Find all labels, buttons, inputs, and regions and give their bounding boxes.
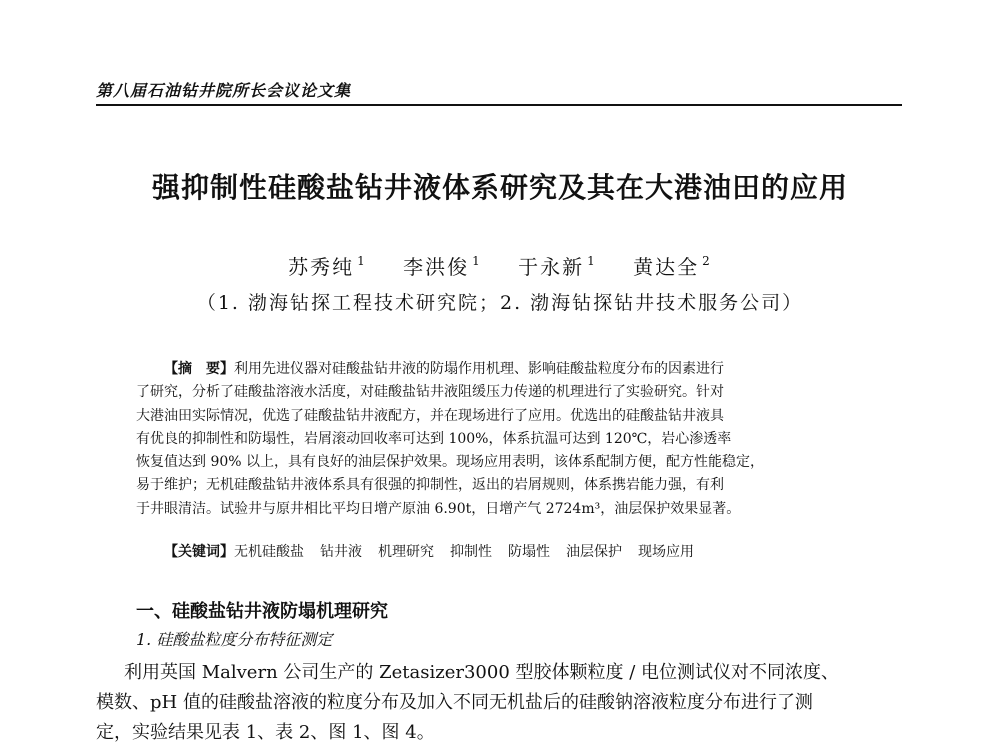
keyword: 防塌性	[508, 544, 550, 560]
section-heading: 一、硅酸盐钻井液防塌机理研究	[136, 601, 388, 622]
keyword: 无机硅酸盐	[234, 544, 304, 560]
author: 苏秀纯 $^1$	[288, 254, 367, 279]
keyword: 抑制性	[450, 544, 492, 560]
abstract-line: 恢复值达到 90% 以上，具有良好的油层保护效果。现场应用表明，该体系配制方便，配方性能稳定，	[136, 454, 765, 471]
body-line: 定，实验结果见表 1、表 2、图 1、图 4。	[96, 722, 435, 743]
author-affiliation-mark: 1	[357, 254, 367, 268]
author: 黄达全 $^2$	[633, 254, 712, 279]
author-affiliation-mark: 1	[587, 254, 597, 268]
body-line: 利用英国 Malvern 公司生产的 Zetasizer3000 型胶体颗粒度 / 电位测试仪对不同浓度、	[124, 662, 839, 683]
body-line: 模数、pH 值的硅酸盐溶液的粒度分布及加入不同无机盐后的硅酸钠溶液粒度分布进行了测	[96, 692, 813, 713]
subsection-heading: 1. 硅酸盐粒度分布特征测定	[136, 630, 333, 649]
paper-title: 强抑制性硅酸盐钻井液体系研究及其在大港油田的应用	[151, 171, 848, 204]
abstract-line: 了研究，分析了硅酸盐溶液水活度，对硅酸盐钻井液阻缓压力传递的机理进行了实验研究。针对	[136, 384, 724, 401]
abstract-label: 【摘 要】	[164, 361, 234, 377]
body-paragraph	[96, 658, 902, 748]
keywords	[136, 541, 872, 564]
abstract-line: 有优良的抑制性和防塌性，岩屑滚动回收率可达到 100%，体系抗温可达到 120℃，岩心渗透率	[136, 430, 732, 447]
affiliations: （1. 渤海钻探工程技术研究院；2. 渤海钻探钻井技术服务公司）	[196, 292, 804, 314]
abstract	[136, 358, 872, 521]
author-affiliation-mark: 2	[702, 254, 712, 268]
keyword: 机理研究	[378, 544, 434, 560]
abstract-line: 【摘 要】利用先进仪器对硅酸盐钻井液的防塌作用机理、影响硅酸盐粒度分布的因素进行	[164, 361, 724, 377]
keyword: 钻井液	[320, 544, 362, 560]
running-header: 第八届石油钻井院所长会议论文集	[96, 81, 352, 100]
abstract-line: 大港油田实际情况，优选了硅酸盐钻井液配方，并在现场进行了应用。优选出的硅酸盐钻井液具	[136, 407, 724, 424]
abstract-line: 于井眼清洁。试验井与原井相比平均日增产原油 6.90t，日增产气 2724m³，油层保护效果显著。	[136, 500, 741, 517]
abstract-line: 易于维护；无机硅酸盐钻井液体系具有很强的抑制性，返出的岩屑规则，体系携岩能力强，有利	[136, 477, 724, 494]
keywords-label: 【关键词】	[164, 544, 234, 560]
author: 于永新 $^1$	[518, 254, 597, 279]
author-affiliation-mark: 1	[472, 254, 482, 268]
keyword: 油层保护	[566, 544, 622, 560]
author: 李洪俊 $^1$	[403, 254, 482, 279]
keyword: 现场应用	[638, 544, 694, 560]
author-list	[0, 251, 1000, 280]
header-rule	[96, 104, 902, 106]
